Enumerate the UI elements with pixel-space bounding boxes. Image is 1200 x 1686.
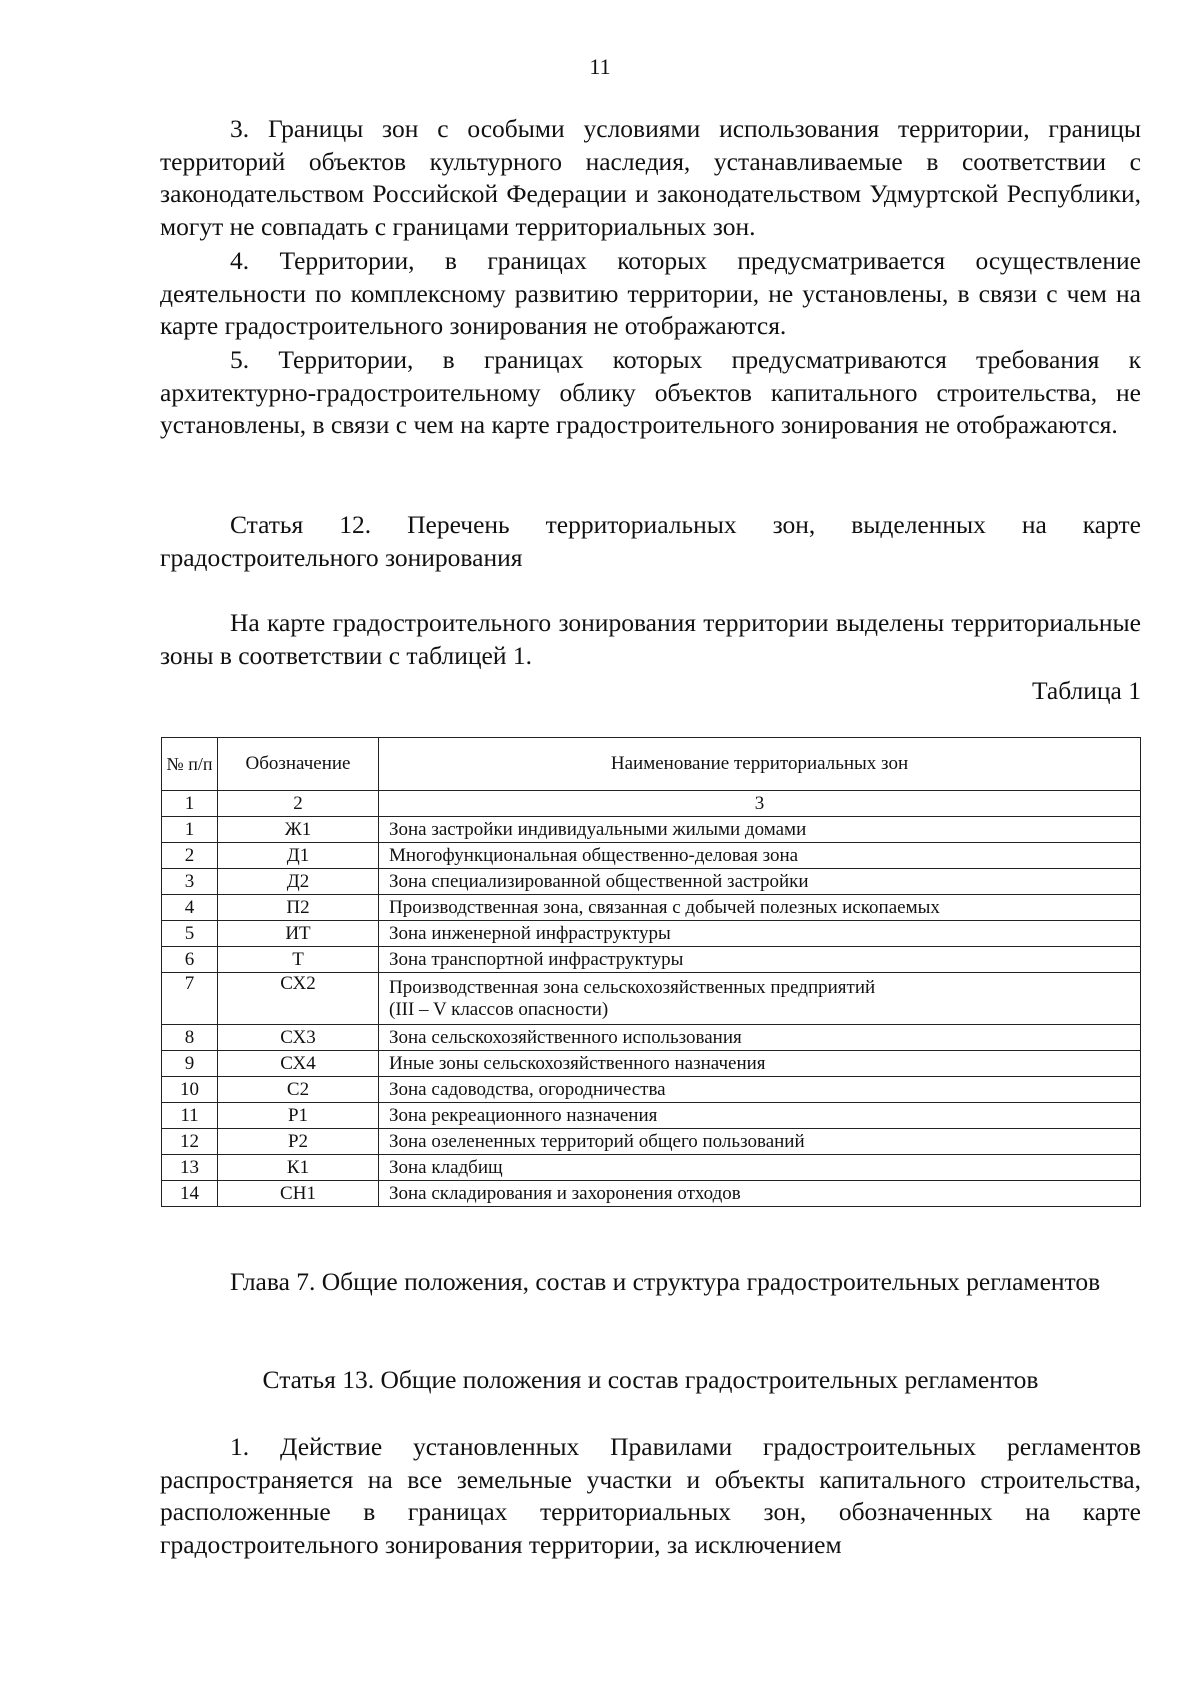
table-row [162,817,1141,843]
table-row [162,1129,1141,1155]
header-number: № п/п [162,738,218,791]
zone-name-cell [379,973,1141,1025]
row-number: 7 [162,973,218,1025]
table-row [162,973,1141,1025]
article-12-intro: На карте градостроительного зонирования территории выделены территориальные зоны в соответствии с таблицей 1. [160,608,1141,670]
zone-name: Зона специализированной общественной застройки [379,869,1141,895]
zone-name: Зона застройки индивидуальными жилыми домами [379,817,1141,843]
row-number: 9 [162,1051,218,1077]
zone-code: Д1 [218,843,379,869]
zone-name-line-2: (III – V классов опасности) [389,998,609,1020]
table-row [162,947,1141,973]
article-13-paragraph-1: 1. Действие установленных Правилами градостроительных регламентов распространяется на все земельные участки и объекты капитального строительства, расположенные в границах территориальных зон, обозначенных на карте градостроительного зонирования территории, за исключением [160,1432,1141,1559]
table-row [162,1025,1141,1051]
zone-code: С2 [218,1077,379,1103]
col-number-2: 2 [218,791,379,817]
paragraph-3: 3. Границы зон с особыми условиями использования территории, границы территорий объектов культурного наследия, устанавливаемые в соответствии с законодательством Российской Федерации и законодательством Удмуртской Республики, могут не совпадать с границами территориальных зон. [160,114,1141,241]
row-number: 10 [162,1077,218,1103]
zone-name: Зона кладбищ [379,1155,1141,1181]
table-row [162,843,1141,869]
table-row [162,1181,1141,1207]
table-row [162,1077,1141,1103]
zone-code: Р2 [218,1129,379,1155]
row-number: 12 [162,1129,218,1155]
zone-code: ИТ [218,921,379,947]
page-number: 11 [589,54,611,79]
chapter-7-title: Глава 7. Общие положения, состав и структура градостроительных регламентов [230,1267,1101,1296]
zone-code: Ж1 [218,817,379,843]
table-caption: Таблица 1 [1031,676,1141,705]
zone-name: Производственная зона, связанная с добычей полезных ископаемых [379,895,1141,921]
column-number-row [162,791,1141,817]
row-number: 11 [162,1103,218,1129]
zone-name: Зона транспортной инфраструктуры [379,947,1141,973]
zone-name: Зона рекреационного назначения [379,1103,1141,1129]
zone-name: Зона инженерной инфраструктуры [379,921,1141,947]
row-number: 2 [162,843,218,869]
zone-code: Д2 [218,869,379,895]
col-number-3: 3 [379,791,1141,817]
zone-code: СХ4 [218,1051,379,1077]
zone-code: К1 [218,1155,379,1181]
row-number: 1 [162,817,218,843]
zone-code: СХ2 [218,973,379,1025]
table-row [162,1155,1141,1181]
zone-name: Производственная зона сельскохозяйственных предприятий [389,976,876,998]
paragraph-4: 4. Территории, в границах которых предусматривается осуществление деятельности по комплексному развитию территории, не установлены, в связи с чем на карте градостроительного зонирования не отображаются. [160,246,1141,340]
zone-name: Зона сельскохозяйственного использования [379,1025,1141,1051]
table-row [162,921,1141,947]
territorial-zones-table [161,737,1141,1207]
table-row [162,895,1141,921]
zone-name: Зона садоводства, огородничества [379,1077,1141,1103]
table-row [162,1051,1141,1077]
row-number: 4 [162,895,218,921]
article-12-title: Статья 12. Перечень территориальных зон, выделенных на карте градостроительного зонирования [160,510,1141,572]
row-number: 13 [162,1155,218,1181]
zone-code: СН1 [218,1181,379,1207]
zone-code: Р1 [218,1103,379,1129]
row-number: 3 [162,869,218,895]
zone-name: Зона озелененных территорий общего пользований [379,1129,1141,1155]
zone-name: Зона складирования и захоронения отходов [379,1181,1141,1207]
zone-code: СХ3 [218,1025,379,1051]
table-header-row [162,738,1141,791]
row-number: 6 [162,947,218,973]
header-name: Наименование территориальных зон [379,738,1141,791]
row-number: 8 [162,1025,218,1051]
header-code: Обозначение [218,738,379,791]
zone-name: Иные зоны сельскохозяйственного назначения [379,1051,1141,1077]
row-number: 14 [162,1181,218,1207]
paragraph-5: 5. Территории, в границах которых предусматриваются требования к архитектурно-градостроительному облику объектов капитального строительства, не установлены, в связи с чем на карте градостроительного зонирования не отображаются. [160,345,1141,439]
col-number-1: 1 [162,791,218,817]
zone-code: Т [218,947,379,973]
table-row [162,1103,1141,1129]
row-number: 5 [162,921,218,947]
zone-code: П2 [218,895,379,921]
zone-name: Многофункциональная общественно-деловая зона [379,843,1141,869]
article-13-title: Статья 13. Общие положения и состав градостроительных регламентов [262,1365,1039,1394]
table-row [162,869,1141,895]
